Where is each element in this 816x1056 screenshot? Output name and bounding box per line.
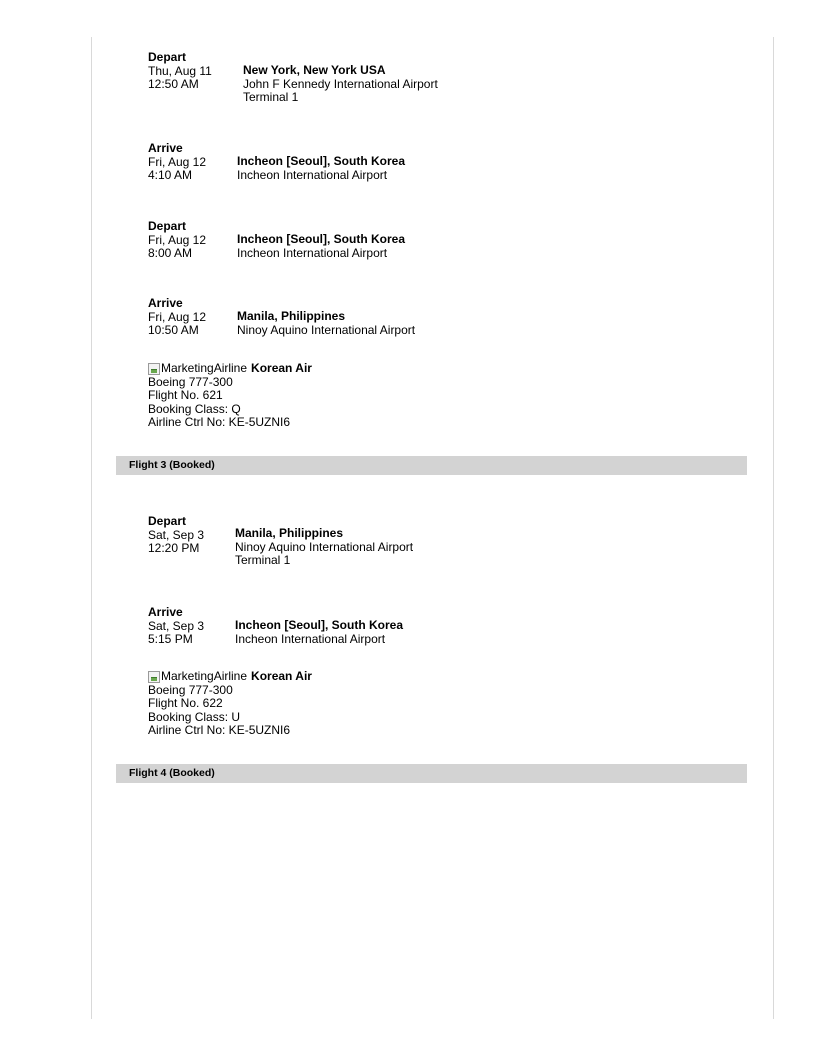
segment-time: 8:00 AM (148, 246, 193, 260)
segment-airport: John F Kennedy International Airport (243, 76, 438, 91)
airline-ctrl-no: Airline Ctrl No: KE-5UZNI6 (148, 415, 291, 429)
flight-info-621 (148, 362, 312, 430)
broken-image-icon (148, 671, 160, 683)
segment-airport: Ninoy Aquino International Airport (235, 539, 414, 554)
segment-location-jfk (243, 64, 438, 105)
segment-location-icn (235, 619, 403, 646)
segment-city: Incheon [Seoul], South Korea (235, 618, 404, 632)
segment-city: Incheon [Seoul], South Korea (237, 154, 406, 168)
page-right-border (773, 37, 774, 1019)
flight-number: Flight No. 621 (148, 388, 223, 402)
segment-time: 12:50 AM (148, 77, 199, 91)
flight-header-label: Flight 3 (Booked) (129, 459, 215, 471)
segment-label: Depart (148, 50, 187, 64)
segment-city: New York, New York USA (243, 63, 386, 77)
flight-info-622 (148, 670, 312, 738)
flight-header-label: Flight 4 (Booked) (129, 767, 215, 779)
segment-label: Depart (148, 219, 187, 233)
segment-depart-icn (148, 220, 206, 261)
segment-arrive-icn (148, 606, 204, 647)
aircraft-type: Boeing 777-300 (148, 374, 233, 389)
segment-location-icn (237, 233, 405, 260)
airline-logo-image (148, 670, 247, 684)
segment-airport: Incheon International Airport (235, 631, 386, 646)
segment-airport: Ninoy Aquino International Airport (237, 322, 416, 337)
airline-line (148, 670, 312, 684)
segment-terminal: Terminal 1 (235, 553, 291, 567)
segment-time: 5:15 PM (148, 632, 193, 646)
segment-date: Sat, Sep 3 (148, 618, 205, 633)
flight-4-header (116, 764, 747, 783)
broken-image-icon (148, 363, 160, 375)
segment-label: Arrive (148, 141, 183, 155)
segment-city: Manila, Philippines (237, 309, 346, 323)
page-left-border (91, 37, 92, 1019)
segment-terminal: Terminal 1 (243, 90, 299, 104)
booking-class: Booking Class: U (148, 709, 241, 724)
booking-class: Booking Class: Q (148, 401, 241, 416)
segment-time: 10:50 AM (148, 323, 199, 337)
segment-depart-mnl (148, 515, 204, 556)
airline-ctrl-no: Airline Ctrl No: KE-5UZNI6 (148, 723, 291, 737)
airline-logo-alt: MarketingAirline (161, 669, 248, 683)
segment-city: Incheon [Seoul], South Korea (237, 232, 406, 246)
airline-line (148, 362, 312, 376)
segment-date: Thu, Aug 11 (148, 63, 212, 78)
segment-depart-jfk (148, 51, 212, 92)
segment-date: Fri, Aug 12 (148, 154, 207, 169)
segment-label: Arrive (148, 296, 183, 310)
airline-name: Korean Air (251, 669, 312, 683)
segment-date: Fri, Aug 12 (148, 309, 207, 324)
segment-date: Fri, Aug 12 (148, 232, 207, 247)
segment-label: Depart (148, 514, 187, 528)
segment-arrive-mnl (148, 297, 206, 338)
segment-location-icn (237, 155, 405, 182)
airline-logo-image (148, 362, 247, 376)
aircraft-type: Boeing 777-300 (148, 682, 233, 697)
airline-name: Korean Air (251, 361, 312, 375)
segment-arrive-icn (148, 142, 206, 183)
segment-time: 12:20 PM (148, 541, 200, 555)
segment-city: Manila, Philippines (235, 526, 344, 540)
flight-number: Flight No. 622 (148, 696, 223, 710)
airline-logo-alt: MarketingAirline (161, 361, 248, 375)
segment-date: Sat, Sep 3 (148, 527, 205, 542)
segment-time: 4:10 AM (148, 168, 193, 182)
segment-airport: Incheon International Airport (237, 167, 388, 182)
flight-3-header (116, 456, 747, 475)
segment-label: Arrive (148, 605, 183, 619)
segment-location-mnl (237, 310, 415, 337)
segment-location-mnl (235, 527, 413, 568)
segment-airport: Incheon International Airport (237, 245, 388, 260)
